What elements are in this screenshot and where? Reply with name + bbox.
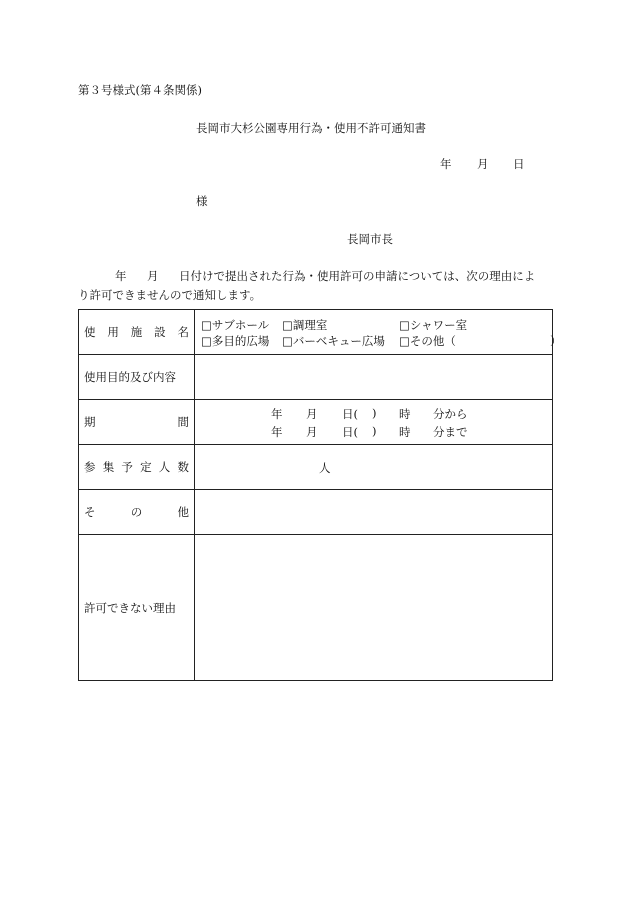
purpose-value[interactable] bbox=[195, 355, 553, 400]
facility-label bbox=[79, 310, 195, 355]
period-to-year: 年 bbox=[271, 425, 283, 439]
reason-value[interactable] bbox=[195, 535, 553, 681]
option-other[interactable]: □その他（ bbox=[399, 334, 456, 348]
attendees-value[interactable] bbox=[195, 445, 553, 490]
label-char: 期 bbox=[84, 415, 96, 429]
label-char: そ bbox=[84, 505, 96, 519]
period-to-day: 日( bbox=[342, 425, 358, 439]
row-period bbox=[79, 400, 553, 445]
other-label bbox=[79, 490, 195, 535]
label-char: 施 bbox=[130, 325, 143, 339]
label-char: 参 bbox=[84, 460, 96, 474]
form-number: 第３号様式(第４条関係) bbox=[78, 83, 202, 97]
label-char: 使 bbox=[84, 325, 96, 339]
label-char: 予 bbox=[121, 460, 133, 474]
intro-text: 日付けで提出された行為・使用許可の申請については、次の理由によ bbox=[179, 269, 536, 283]
label-char: 集 bbox=[102, 460, 115, 474]
label-char: 数 bbox=[177, 460, 189, 474]
period-to-month: 月 bbox=[306, 425, 318, 439]
label-char: 間 bbox=[177, 415, 189, 429]
option-plaza[interactable]: □多目的広場 bbox=[201, 334, 270, 348]
row-facility bbox=[79, 310, 553, 355]
label-char: 用 bbox=[107, 325, 119, 339]
intro-month: 月 bbox=[147, 269, 159, 283]
option-kitchen[interactable]: □調理室 bbox=[282, 318, 328, 332]
label-char: 他 bbox=[177, 505, 189, 519]
option-other-close: ） bbox=[550, 334, 562, 348]
period-to-suffix: 分まで bbox=[433, 425, 468, 439]
date-year: 年 bbox=[440, 157, 452, 171]
label-char: 名 bbox=[177, 325, 189, 339]
period-from-month: 月 bbox=[306, 407, 318, 421]
date-day: 日 bbox=[513, 157, 525, 171]
period-label bbox=[79, 400, 195, 445]
attendees-unit: 人 bbox=[319, 461, 331, 475]
recipient-suffix: 様 bbox=[196, 194, 208, 208]
period-value[interactable] bbox=[195, 400, 553, 445]
label-char: 定 bbox=[140, 460, 152, 474]
period-to-close: ) bbox=[372, 424, 377, 438]
option-shower[interactable]: □シャワー室 bbox=[399, 318, 468, 332]
period-from-hour: 時 bbox=[399, 407, 411, 421]
period-from-day: 日( bbox=[342, 407, 358, 421]
facility-options bbox=[195, 310, 562, 355]
intro-year: 年 bbox=[115, 269, 127, 283]
period-from-year: 年 bbox=[271, 407, 283, 421]
period-from-close: ) bbox=[372, 406, 377, 420]
intro-line-2: り許可できませんので通知します。 bbox=[78, 288, 262, 302]
notice-form-table bbox=[78, 309, 562, 681]
label-char: の bbox=[130, 505, 143, 519]
row-other bbox=[79, 490, 553, 535]
document-title: 長岡市大杉公園専用行為・使用不許可通知書 bbox=[196, 121, 426, 135]
option-sub-hall[interactable]: □サブホール bbox=[201, 318, 270, 332]
purpose-label: 使用目的及び内容 bbox=[79, 355, 195, 400]
row-reason bbox=[79, 535, 553, 681]
period-from-suffix: 分から bbox=[433, 407, 468, 421]
date-month: 月 bbox=[477, 157, 489, 171]
attendees-label bbox=[79, 445, 195, 490]
option-bbq[interactable]: □バーベキュー広場 bbox=[282, 334, 385, 348]
reason-label: 許可できない理由 bbox=[79, 535, 195, 681]
row-attendees bbox=[79, 445, 553, 490]
label-char: 人 bbox=[158, 460, 171, 474]
label-char: 設 bbox=[154, 325, 166, 339]
other-value[interactable] bbox=[195, 490, 553, 535]
row-purpose bbox=[79, 355, 553, 400]
issuer: 長岡市長 bbox=[347, 232, 393, 246]
period-to-hour: 時 bbox=[399, 425, 411, 439]
